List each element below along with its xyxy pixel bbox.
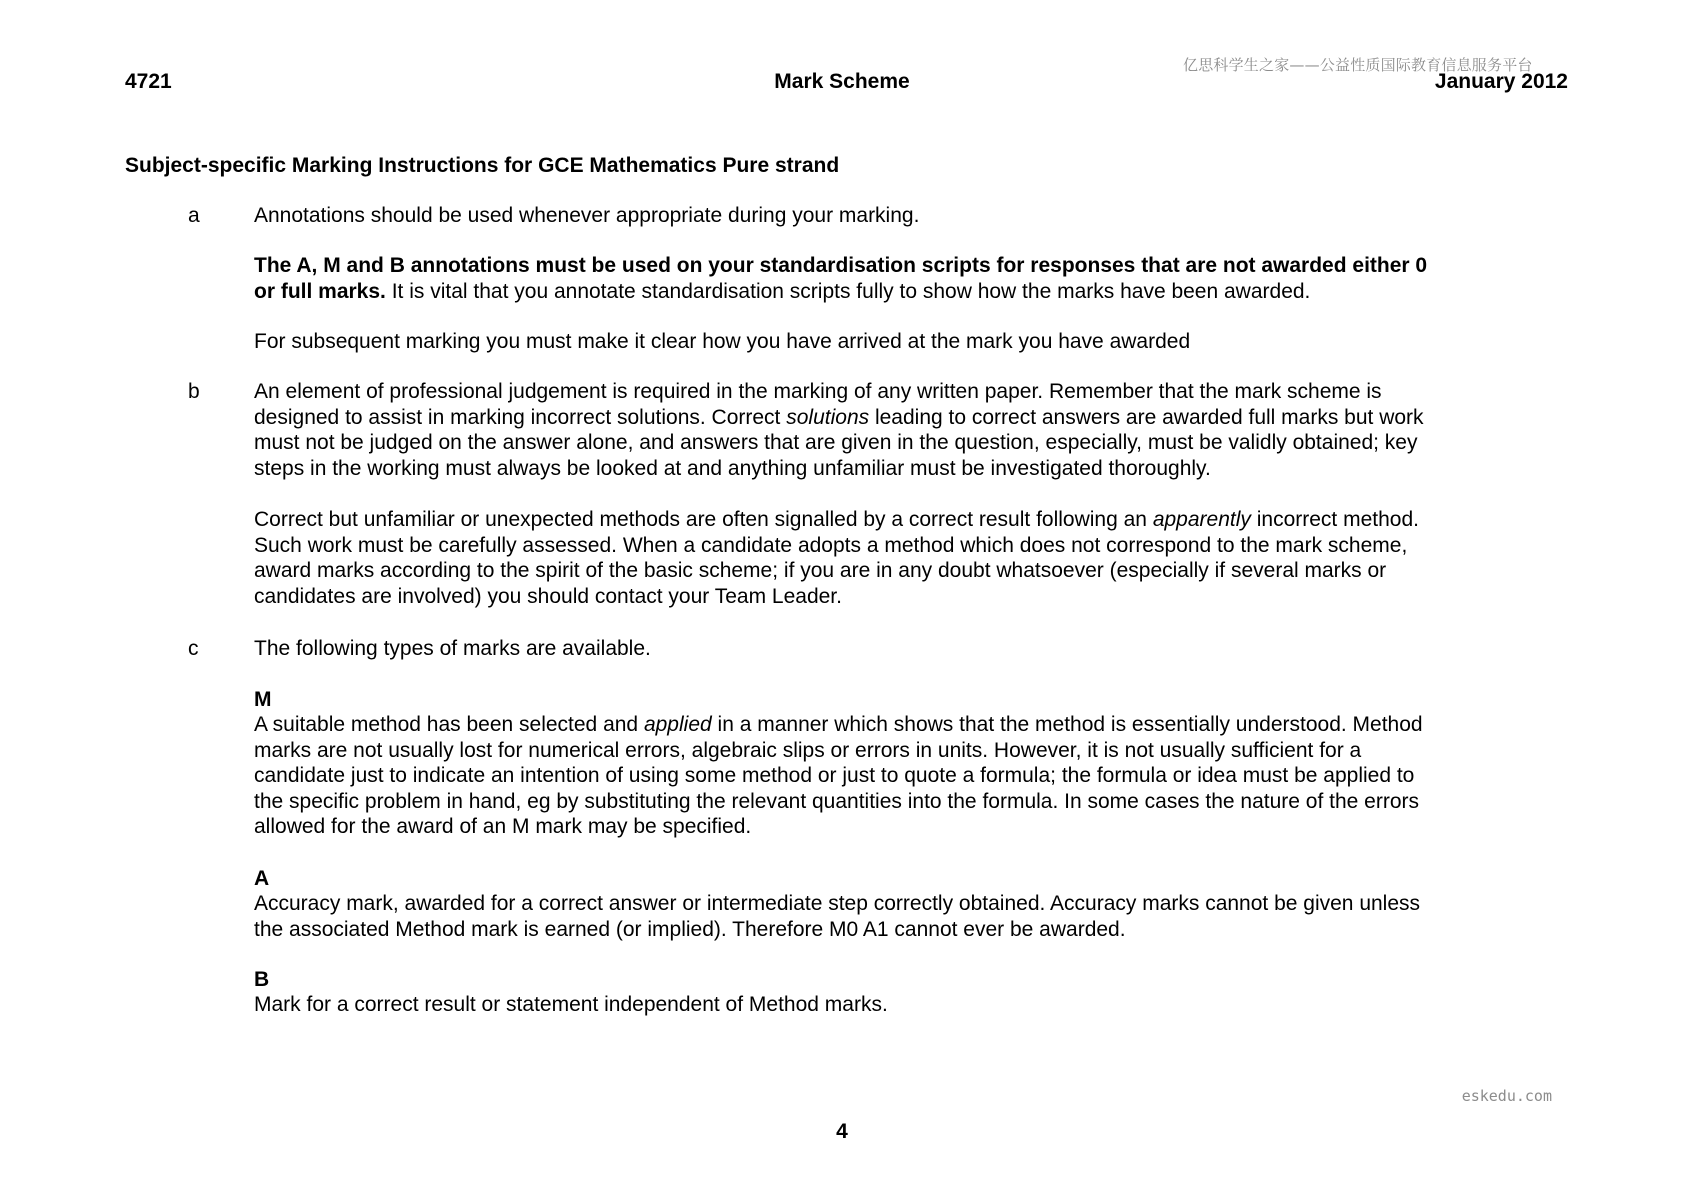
document-title: Mark Scheme: [774, 70, 910, 93]
page-number: 4: [836, 1120, 848, 1143]
item-a-paragraph-2: [254, 253, 1514, 304]
a-mark-description: Accuracy mark, awarded for a correct answer or intermediate step correctly obtained. Accuracy marks cannot be given unless the associated Method mark is earned (or implied). Therefore M0 A1 cannot ever be awarded.: [254, 892, 1421, 941]
item-a-paragraph-3: For subsequent marking you must make it clear how you have arrived at the mark you have awarded: [254, 330, 1191, 353]
a-mark-heading: A: [254, 867, 270, 890]
item-a-p2-line1: The A, M and B annotations must be used on your standardisation scripts for responses that are not awarded either 0: [254, 254, 1428, 277]
m-mark-description: A suitable method has been selected and applied in a manner which shows that the method is essentially understood. Method marks are not usually lost for numerical errors, algebraic slips or errors in units. However, it is not usually sufficient for a candidate just to indicate an intention of using some method or just to quote a formula; the formula or idea must be applied to the specific problem in hand, eg by substituting the relevant quantities into the formula. In some cases the nature of the errors allowed for the award of an M mark may be specified.: [254, 713, 1423, 839]
item-a-p2-line2: or full marks. It is vital that you annotate standardisation scripts fully to show how the marks have been awarded.: [254, 279, 1311, 303]
item-b-paragraph-1: An element of professional judgement is required in the marking of any written paper. Remember that the mark scheme is designed to assist in marking incorrect solutions. Correct solutions leading to correct answers are awarded full marks but work must not be judged on the answer alone, and answers that are given in the question, especially, must be validly obtained; key steps in the working must always be looked at and anything unfamiliar must be investigated thoroughly.: [254, 380, 1424, 480]
item-b-marker: b: [188, 380, 200, 403]
m-mark-heading: M: [254, 688, 272, 711]
top-watermark: 亿思科学生之家——公益性质国际教育信息服务平台: [1183, 56, 1533, 74]
item-a-paragraph-1: Annotations should be used whenever appropriate during your marking.: [254, 204, 920, 227]
item-a-marker: a: [188, 204, 200, 227]
paper-code: 4721: [125, 70, 172, 93]
b-mark-description: Mark for a correct result or statement independent of Method marks.: [254, 993, 888, 1016]
footer-watermark: eskedu.com: [1461, 1087, 1552, 1105]
item-c-intro: The following types of marks are available.: [254, 637, 651, 660]
item-c-marker: c: [188, 637, 199, 660]
section-title: Subject-specific Marking Instructions for GCE Mathematics Pure strand: [125, 154, 840, 177]
exam-session: January 2012: [1434, 70, 1568, 93]
b-mark-heading: B: [254, 968, 270, 991]
item-b-paragraph-2: Correct but unfamiliar or unexpected methods are often signalled by a correct result following an apparently incorrect method. Such work must be carefully assessed. When a candidate adopts a method which does not correspond to the mark scheme, award marks according to the spirit of the basic scheme; if you are in any doubt whatsoever (especially if several marks or candidates are involved) you should contact your Team Leader.: [254, 508, 1419, 608]
